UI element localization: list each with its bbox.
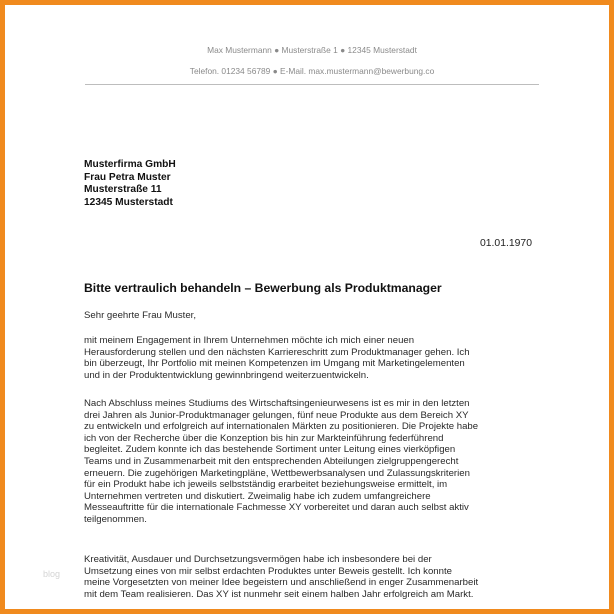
recipient-person: Frau Petra Muster (84, 171, 171, 183)
paragraph-line: Nach Abschluss meines Studiums des Wirtschaftsingenieurwesens ist es mir in den letzten (84, 398, 470, 409)
paragraph-line: bin überzeugt, Ihr Portfolio mit meinen Kompetenzen im Umgang mit Marketingelementen (84, 358, 465, 370)
paragraph-line: zu entwickeln und erfolgreich auf internationalen Märkten zu positionieren. Die Projekte habe (84, 421, 479, 433)
watermark: blog (43, 569, 61, 579)
paragraph-line: Umsetzung eines von mir selbst erdachten Produktes unter Beweis gestellt. Ich konnte (84, 565, 452, 577)
paragraph-3 (84, 554, 554, 600)
sender-address: Max Mustermann ● Musterstraße 1 ● 12345 Musterstadt (207, 45, 417, 55)
recipient-street: Musterstraße 11 (84, 184, 162, 196)
paragraph-line: und in der Produktentwicklung gewinnbringend weiterzuentwickeln. (84, 369, 369, 381)
salutation: Sehr geehrte Frau Muster, (84, 310, 196, 321)
paragraph-1 (84, 335, 554, 381)
sender-contact: Telefon. 01234 56789 ● E-Mail. max.mustermann@bewerbung.co (189, 66, 435, 76)
paragraph-line: erneuern. Die zugehörigen Marketingpläne, Wettbewerbsanalysen und Zulassungskriterien (84, 467, 470, 479)
paragraph-line: begleitet. Zudem konnte ich das bestehende Sortiment unter Leitung eines vierköpfigen (84, 444, 456, 456)
letter-subject: Bitte vertraulich behandeln – Bewerbung als Produktmanager (84, 281, 442, 295)
paragraph-line: Messeauftritte für die internationale Fachmesse XY vorbereitet und daran auch selbst aktiv (84, 502, 469, 514)
paragraph-line: teilgenommen. (84, 513, 147, 525)
paragraph-line: mit dem Team realisieren. Das XY ist nunmehr seit einem halben Jahr erfolgreich am Markt. (84, 588, 474, 600)
sender-header (85, 45, 539, 77)
recipient-address (84, 159, 176, 209)
paragraph-line: für ein Produkt habe ich jeweils selbstständig erarbeitet beziehungsweise ermittelt, im (84, 479, 448, 491)
paragraph-line: Teams und in Zusammenarbeit mit den entsprechenden Abteilungen zielgruppengerecht (84, 455, 459, 467)
letter-date: 01.01.1970 (479, 238, 532, 249)
header-divider (85, 84, 539, 85)
paragraph-line: drei Jahren als Junior-Produktmanager gelungen, fünf neue Produkte aus dem Bereich XY (84, 409, 469, 421)
paragraph-line: Herausforderung stellen und den nächsten Karriereschritt zum Produktmanager gehen. Ich (84, 346, 470, 358)
paragraph-line: meine Vorgesetzten von meiner Idee begeistern und anschließend in enger Zusammenarbeit (84, 577, 479, 589)
paragraph-line: ich von der Recherche über die Konzeption bis hin zur Markteinführung federführend (84, 432, 444, 444)
paragraph-line: Kreativität, Ausdauer und Durchsetzungsvermögen habe ich insbesondere bei der (84, 554, 432, 565)
paragraph-2 (84, 398, 554, 526)
recipient-company: Musterfirma GmbH (84, 159, 176, 170)
recipient-city: 12345 Musterstadt (84, 196, 173, 208)
paragraph-line: mit meinem Engagement in Ihrem Unternehmen möchte ich mich einer neuen (84, 335, 415, 346)
paragraph-line: Unternehmen vertreten und diskutiert. Zweimalig habe ich zudem umfangreichere (84, 490, 431, 502)
